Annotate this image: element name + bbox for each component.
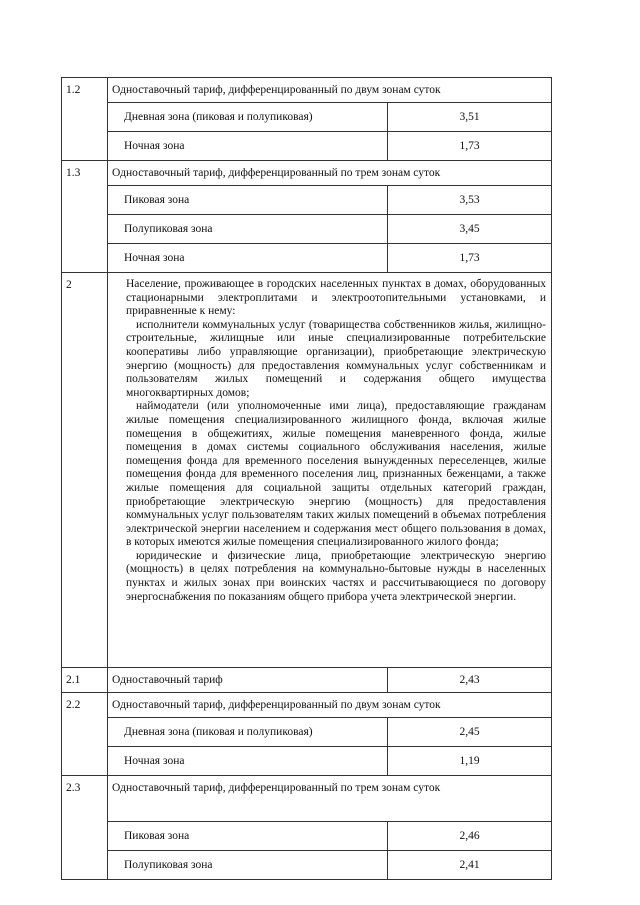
description-paragraph: юридические и физические лица, приобретающие электрическую энергию (мощность) в целях потребления на коммунально-бытовые нужды в населенных пунктах и жилых зонах при воинских частях и рассчитывающиеся по договору энергоснабжения по показаниям общего прибора учета электрической энергии.: [126, 549, 546, 603]
tariff-heading: Одноставочный тариф, дифференцированный по трем зонам суток: [108, 776, 552, 822]
tariff-heading: Одноставочный тариф, дифференцированный по двум зонам суток: [108, 78, 552, 103]
row-number: 2: [62, 273, 108, 668]
zone-value: 1,73: [388, 132, 552, 161]
table-row: [62, 776, 552, 822]
table-row: [62, 132, 552, 161]
table-row: [62, 822, 552, 851]
table-row: [62, 851, 552, 880]
zone-label: Ночная зона: [108, 244, 388, 273]
zone-label: Дневная зона (пиковая и полупиковая): [108, 718, 388, 747]
tariff-value: 2,43: [388, 668, 552, 693]
table-row: [62, 215, 552, 244]
row-number: 2.3: [62, 776, 108, 880]
table-row: [62, 103, 552, 132]
zone-label: Полупиковая зона: [108, 851, 388, 880]
tariff-heading: Одноставочный тариф: [108, 668, 388, 693]
description-paragraph: наймодатели (или уполномоченные ими лица), предоставляющие гражданам жилые помещения специализированного жилищного фонда, включая жилые помещения в общежитиях, жилые помещения маневренного фонда, жилые помещения в домах системы социального обслуживания населения, жилые помещения фонда для временного поселения вынужденных переселенцев, жилые помещения фонда для временного поселения лиц, признанных беженцами, а также жилые помещения для социальной защиты отдельных категорий граждан, приобретающие электрическую энергию (мощность) для предоставления коммунальных услуг пользователям таких жилых помещений в объемах потребления электрической энергии населением и содержания мест общего пользования в домах, в которых имеются жилые помещения специализированного жилого фонда;: [126, 400, 546, 549]
table-row: [62, 186, 552, 215]
zone-label: Пиковая зона: [108, 822, 388, 851]
zone-label: Ночная зона: [108, 132, 388, 161]
table-row: [62, 718, 552, 747]
row-number: 2.1: [62, 668, 108, 693]
tariff-table: [61, 77, 552, 880]
table-row: [62, 244, 552, 273]
table-row: [62, 161, 552, 186]
zone-value: 3,53: [388, 186, 552, 215]
row-number: 1.3: [62, 161, 108, 273]
zone-value: 2,46: [388, 822, 552, 851]
table-row: [62, 78, 552, 103]
zone-value: 2,41: [388, 851, 552, 880]
zone-value: 3,51: [388, 103, 552, 132]
zone-label: Пиковая зона: [108, 186, 388, 215]
row-number: 2.2: [62, 693, 108, 776]
table-row: [62, 273, 552, 668]
zone-label: Ночная зона: [108, 747, 388, 776]
tariff-heading: Одноставочный тариф, дифференцированный по двум зонам суток: [108, 693, 552, 718]
description-paragraph: Население, проживающее в городских населенных пунктах в домах, оборудованных стационарными электроплитами и электроотопительными установками, и приравненные к нему:: [126, 278, 546, 318]
table-row: [62, 668, 552, 693]
row-number: 1.2: [62, 78, 108, 161]
zone-value: 1,19: [388, 747, 552, 776]
zone-value: 3,45: [388, 215, 552, 244]
tariff-heading: Одноставочный тариф, дифференцированный по трем зонам суток: [108, 161, 552, 186]
table-row: [62, 747, 552, 776]
consumer-description: [108, 273, 552, 668]
zone-label: Полупиковая зона: [108, 215, 388, 244]
description-paragraph: исполнители коммунальных услуг (товарищества собственников жилья, жилищно-строительные, жилищные или иные специализированные потребительские кооперативы либо управляющие организации), приобретающие электрическую энергию (мощность) для предоставления коммунальных услуг собственникам и пользователям жилых помещений и содержания общего имущества многоквартирных домов;: [126, 318, 546, 399]
zone-value: 2,45: [388, 718, 552, 747]
zone-value: 1,73: [388, 244, 552, 273]
table-row: [62, 693, 552, 718]
zone-label: Дневная зона (пиковая и полупиковая): [108, 103, 388, 132]
